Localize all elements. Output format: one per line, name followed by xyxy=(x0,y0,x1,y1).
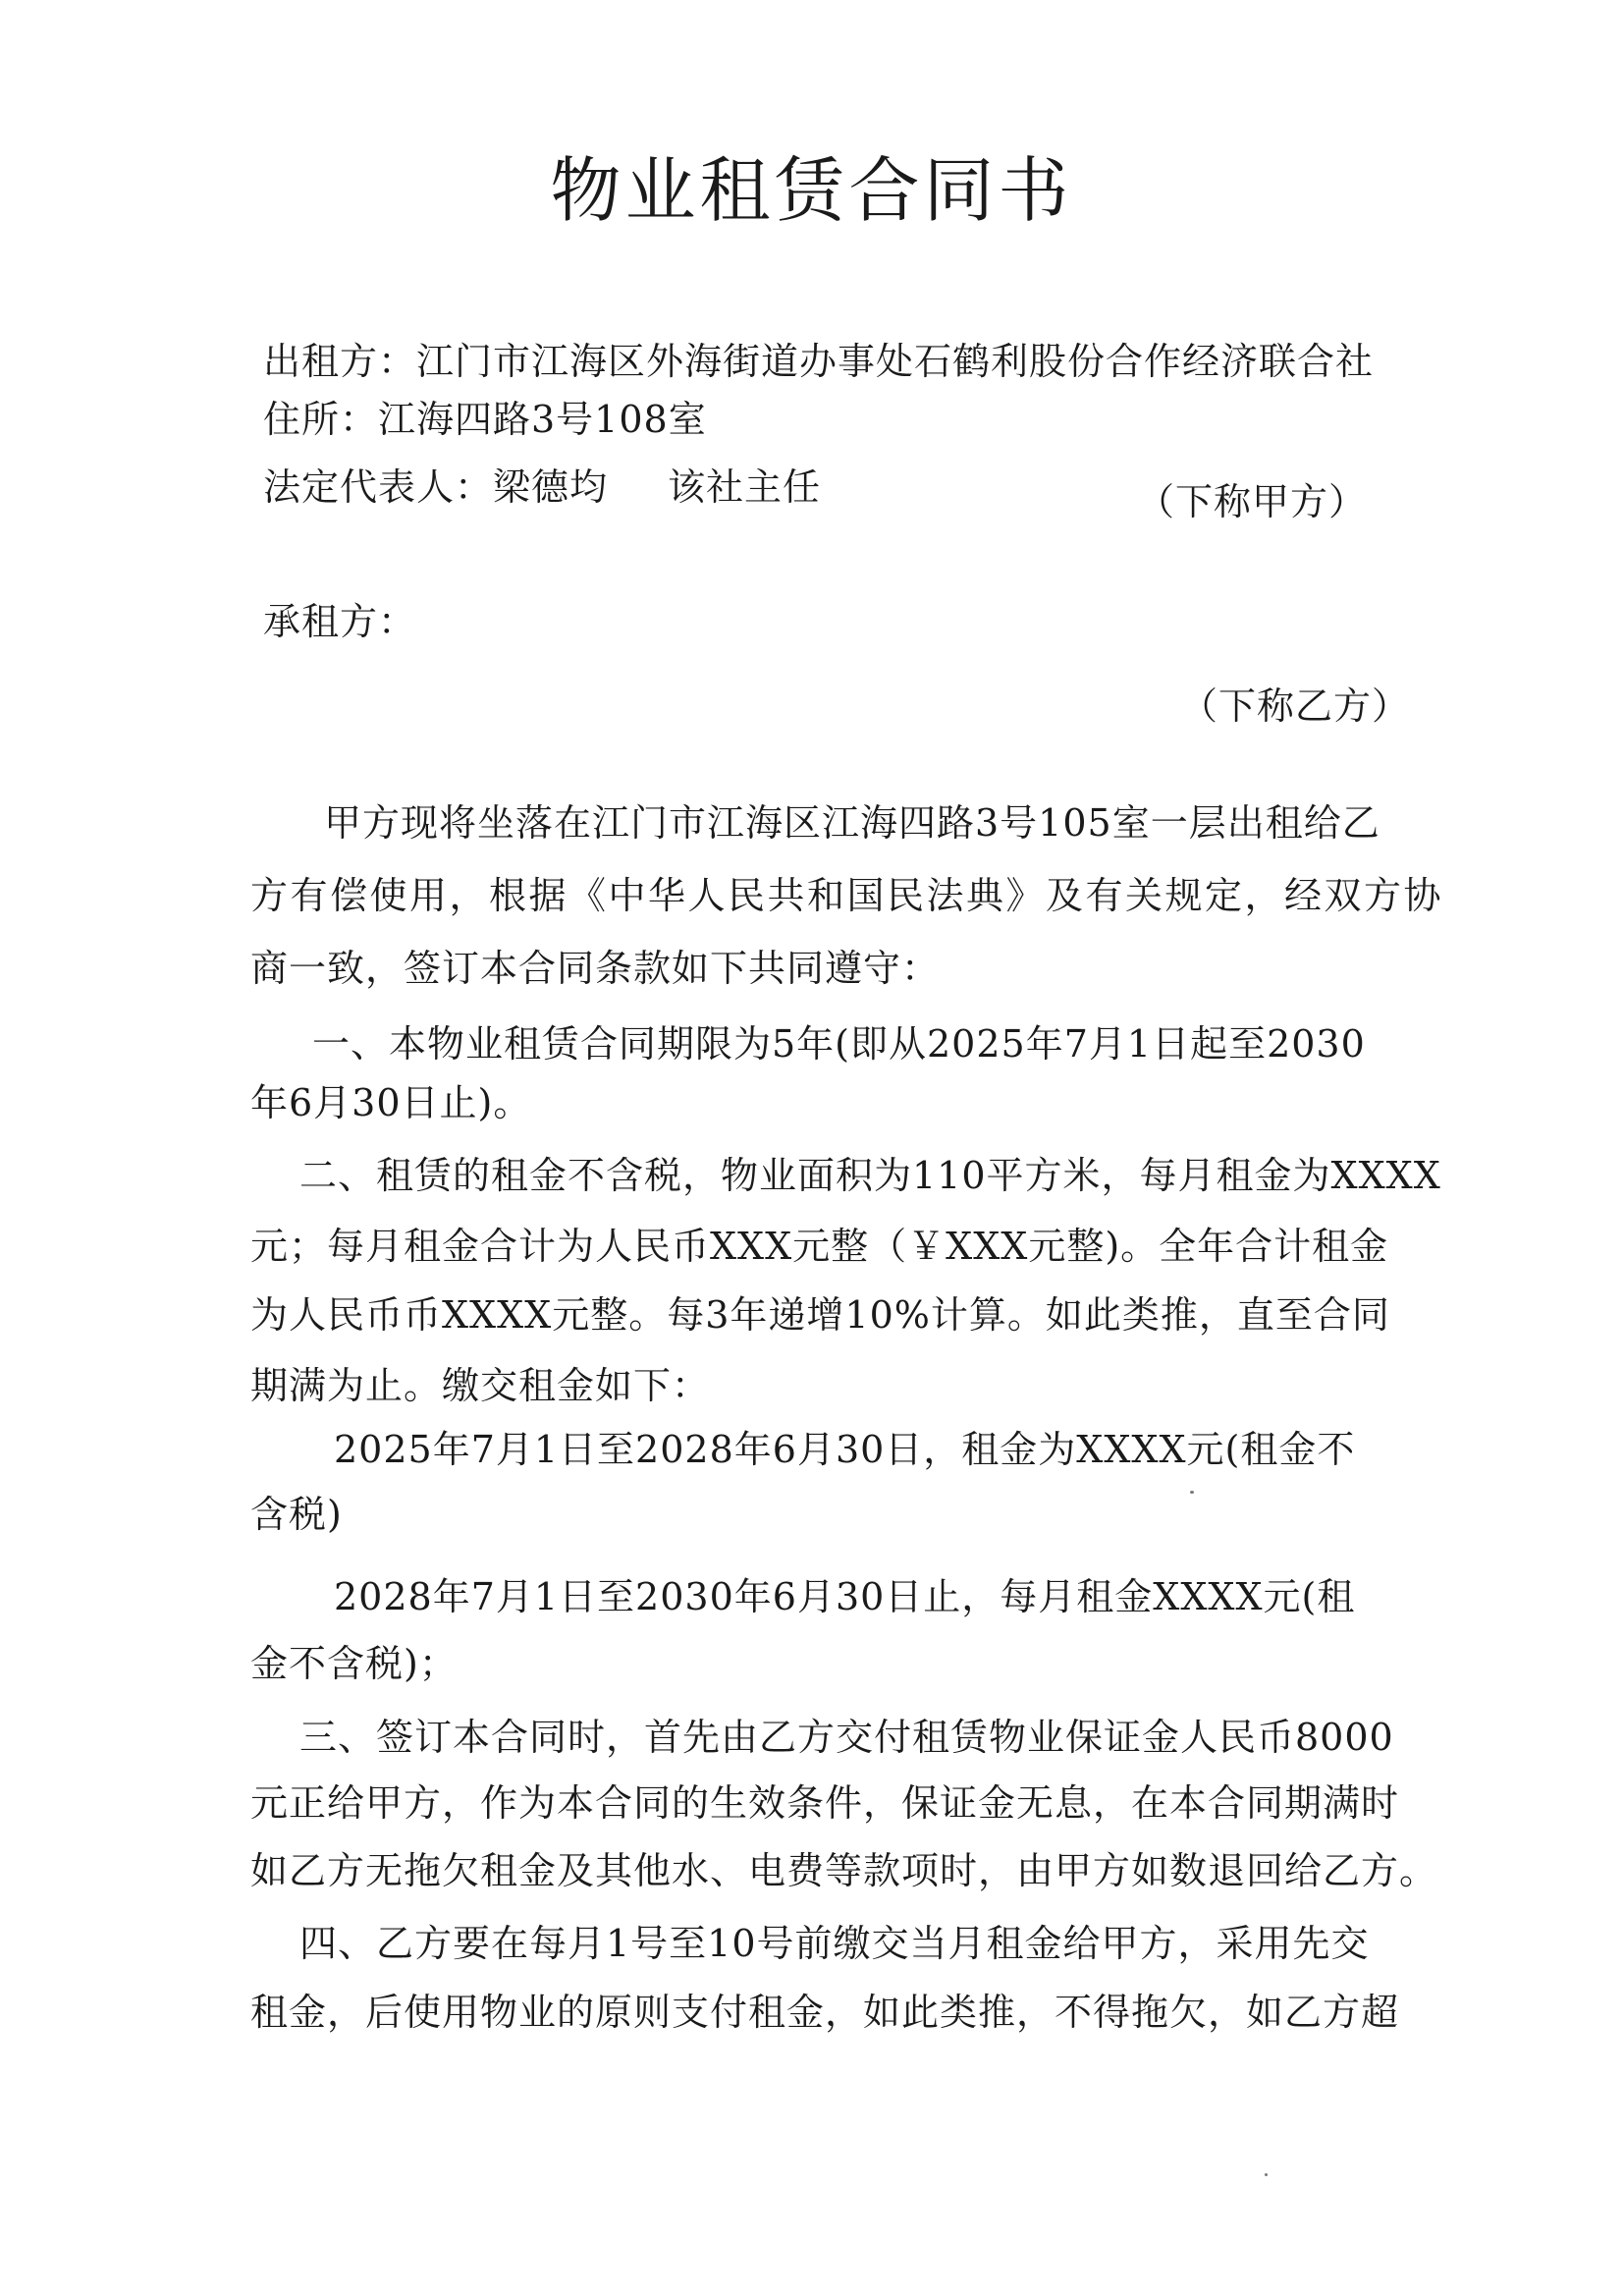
lessor-representative-title: 该社主任 xyxy=(668,465,822,509)
scan-speck xyxy=(1190,1491,1194,1494)
lessor-name-line: 出租方：江门市江海区外海街道办事处石鹤利股份合作经济联合社 xyxy=(263,340,1375,383)
lessee-alias: （下称乙方） xyxy=(1180,684,1411,728)
body-line: 三、签订本合同时，首先由乙方交付租赁物业保证金人民币8000 xyxy=(299,1716,1394,1759)
body-line: 如乙方无拖欠租金及其他水、电费等款项时，由甲方如数退回给乙方。 xyxy=(250,1849,1438,1892)
body-line: 商一致，签订本合同条款如下共同遵守： xyxy=(250,947,941,990)
body-line: 二、租赁的租金不含税，物业面积为110平方米，每月租金为XXXX xyxy=(299,1154,1441,1197)
body-line: 元正给甲方，作为本合同的生效条件，保证金无息，在本合同期满时 xyxy=(250,1781,1400,1825)
scan-speck xyxy=(1265,2173,1268,2176)
body-line: 方有偿使用，根据《中华人民共和国民法典》及有关规定，经双方协 xyxy=(250,874,1444,917)
body-line: 含税) xyxy=(250,1493,343,1536)
body-line: 租金，后使用物业的原则支付租金，如此类推，不得拖欠，如乙方超 xyxy=(250,1991,1400,2034)
body-line: 金不含税)； xyxy=(250,1642,458,1685)
body-line: 四、乙方要在每月1号至10号前缴交当月租金给甲方，采用先交 xyxy=(299,1922,1370,1965)
body-line: 年6月30日止)。 xyxy=(250,1081,532,1124)
body-line: 甲方现将坐落在江门市江海区江海四路3号105室一层出租给乙 xyxy=(324,801,1380,845)
body-line: 一、本物业租赁合同期限为5年(即从2025年7月1日起至2030 xyxy=(312,1022,1366,1066)
body-line: 为人民币币XXXX元整。每3年递增10%计算。如此类推，直至合同 xyxy=(250,1293,1390,1337)
lessor-address-line: 住所：江海四路3号108室 xyxy=(263,398,707,441)
lessor-representative: 法定代表人：梁德均 xyxy=(263,465,609,509)
body-line: 元；每月租金合计为人民币XXX元整（￥XXX元整)。全年合计租金 xyxy=(250,1225,1389,1268)
lessor-alias: （下称甲方） xyxy=(1137,480,1368,523)
body-line: 2028年7月1日至2030年6月30日止，每月租金XXXX元(租 xyxy=(334,1575,1356,1618)
body-line: 期满为止。缴交租金如下： xyxy=(250,1364,711,1407)
lessee-name-line: 承租方： xyxy=(263,600,417,643)
page-title: 物业租赁合同书 xyxy=(550,149,1073,232)
body-line: 2025年7月1日至2028年6月30日，租金为XXXX元(租金不 xyxy=(334,1428,1356,1471)
